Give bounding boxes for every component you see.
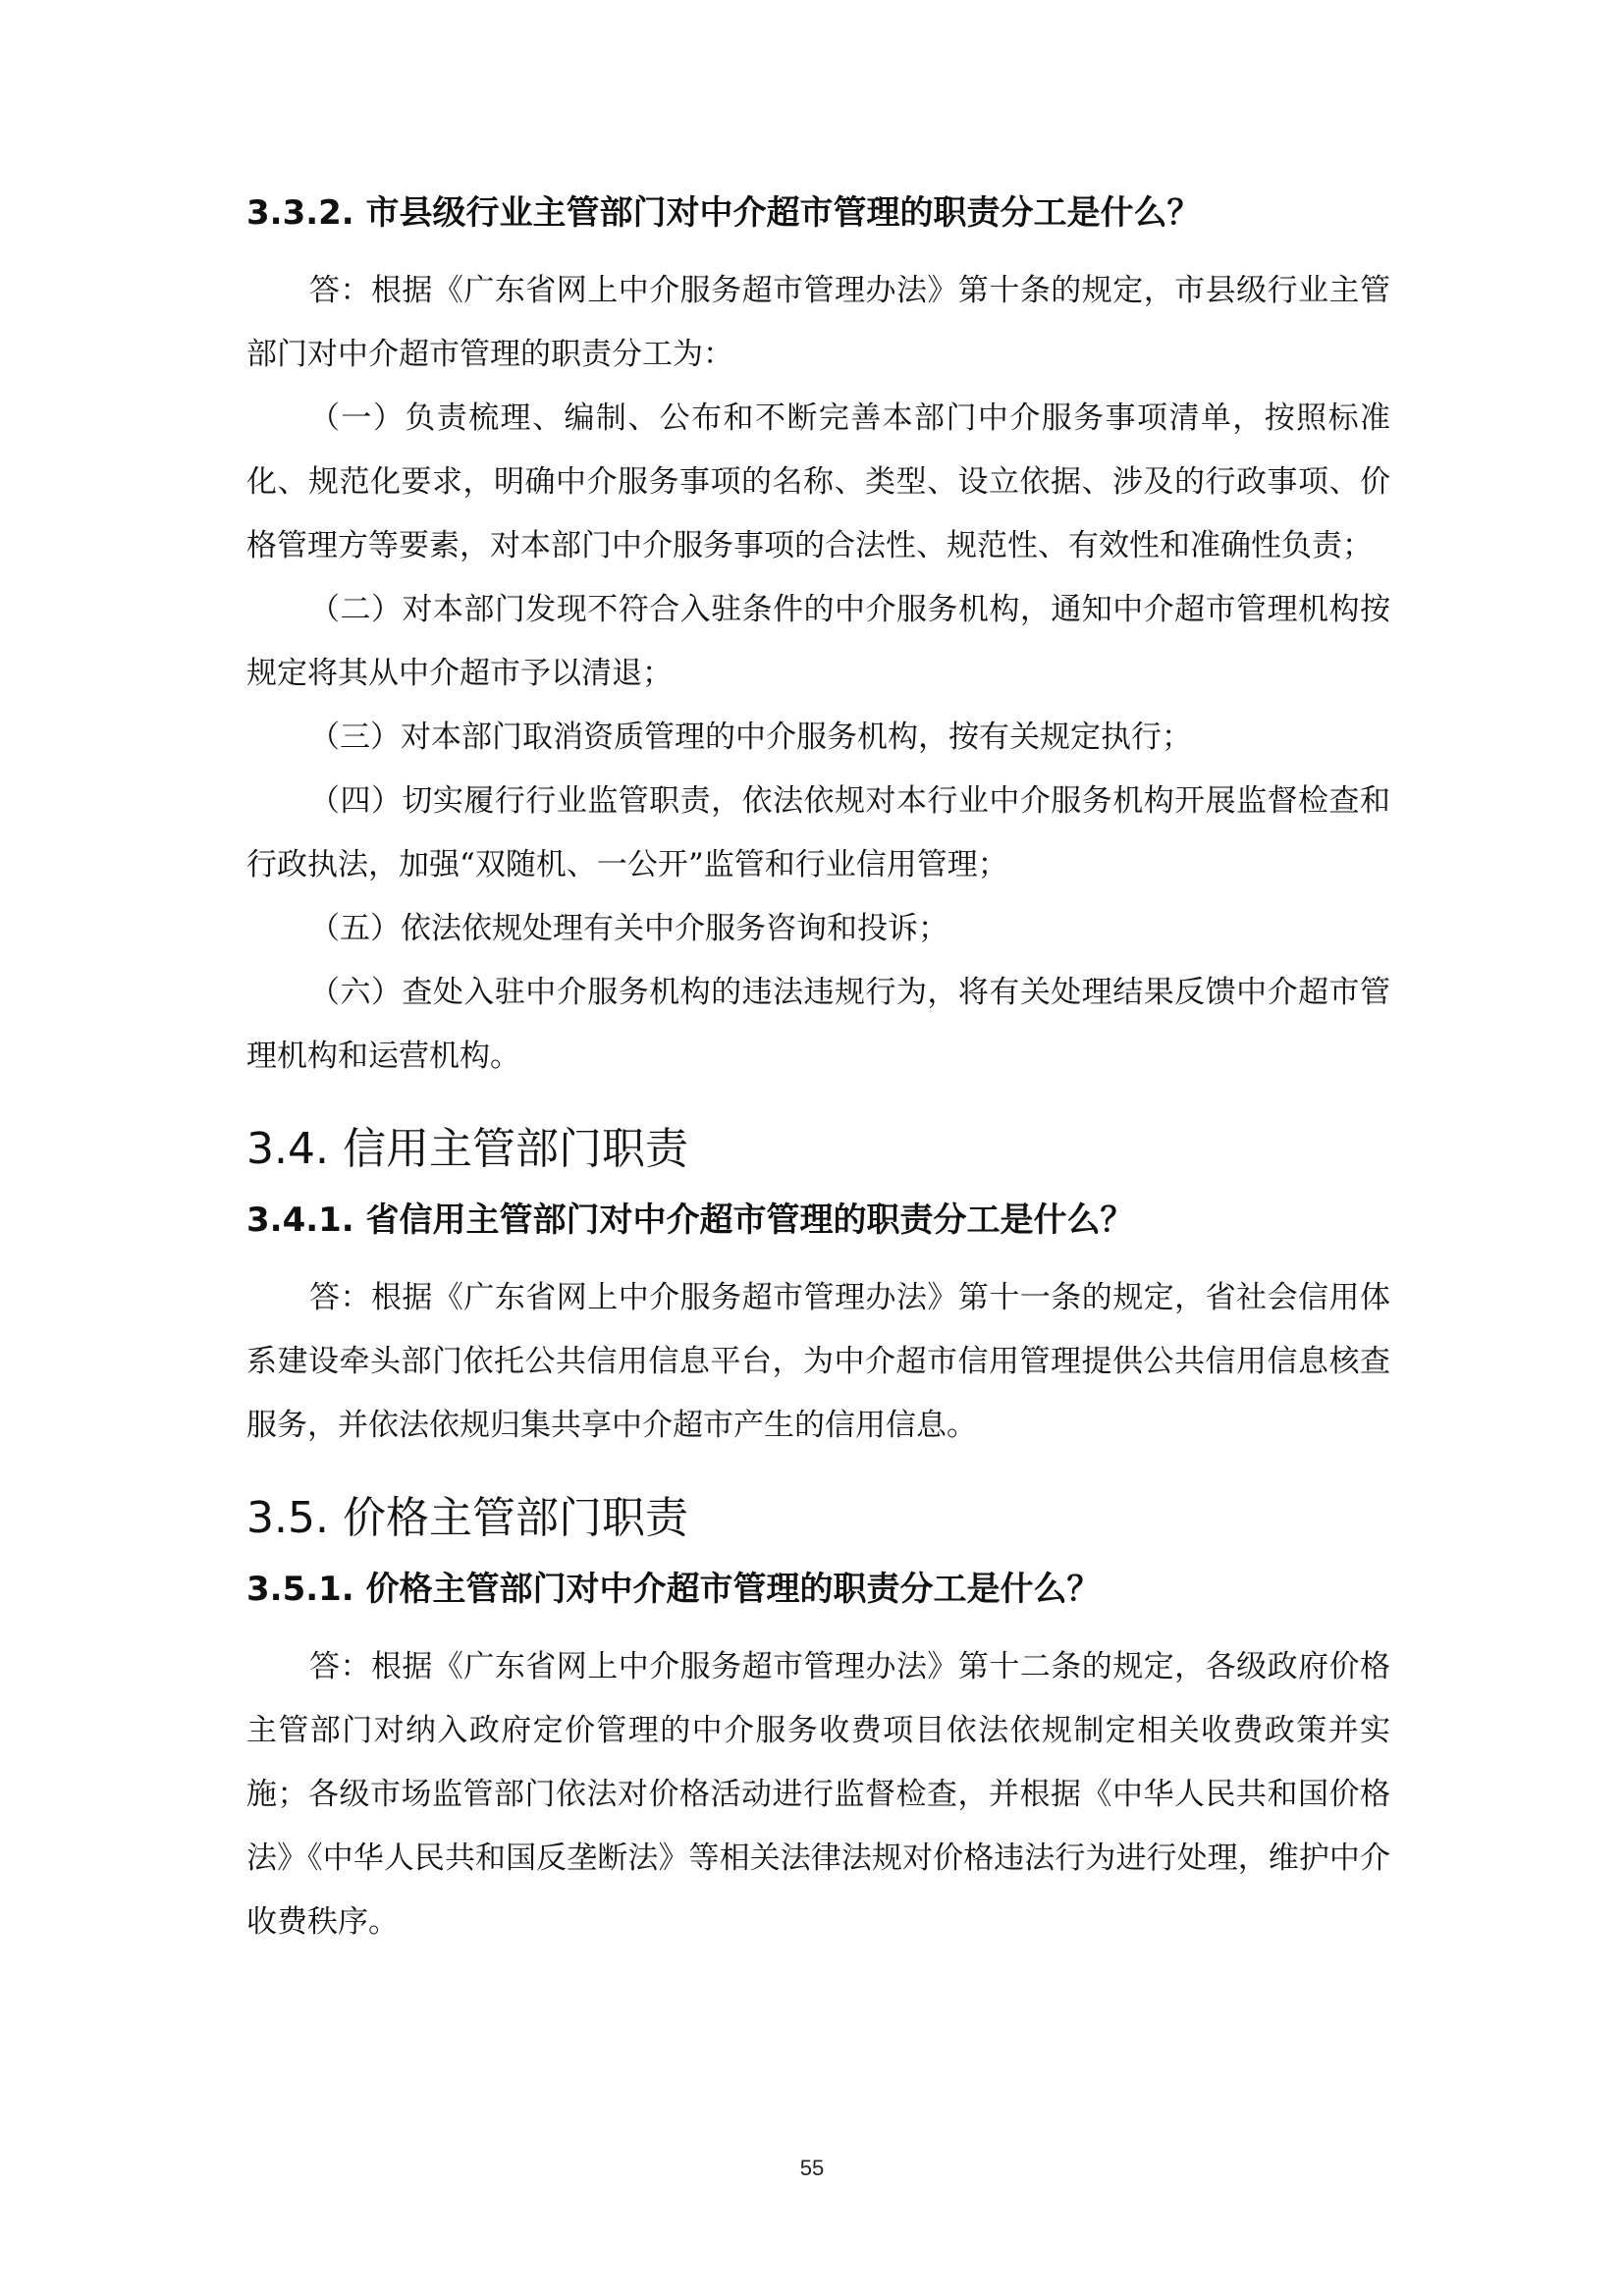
page-content: [246, 191, 1390, 1954]
paragraph-item-4: （四）切实履行行业监管职责，依法依规对本行业中介服务机构开展监督检查和行政执法，加强“双随机、一公开”监管和行业信用管理；: [246, 783, 1390, 882]
paragraph-3-5-1: 答：根据《广东省网上中介服务超市管理办法》第十二条的规定，各级政府价格主管部门对纳入政府定价管理的中介服务收费项目依法依规制定相关收费政策并实施；各级市场监管部门依法对价格活动进行监督检查，并根据《中华人民共和国价格法》《中华人民共和国反垄断法》等相关法律法规对价格违法行为进行处理，维护中介收费秩序。: [246, 1649, 1390, 1940]
page-number: 55: [799, 2156, 825, 2180]
heading-3-5-1: 3.5.1. 价格主管部门对中介超市管理的职责分工是什么？: [246, 1570, 1101, 1609]
heading-3-5: 3.5. 价格主管部门职责: [246, 1493, 688, 1543]
paragraph-item-1: （一）负责梳理、编制、公布和不断完善本部门中介服务事项清单，按照标准化、规范化要求，明确中介服务事项的名称、类型、设立依据、涉及的行政事项、价格管理方等要素，对本部门中介服务事项的合法性、规范性、有效性和准确性负责；: [246, 400, 1390, 563]
paragraph-3-4-1: 答：根据《广东省网上中介服务超市管理办法》第十一条的规定，省社会信用体系建设牵头部门依托公共信用信息平台，为中介超市信用管理提供公共信用信息核查服务，并依法依规归集共享中介超市产生的信用信息。: [246, 1280, 1390, 1443]
paragraph-item-6: （六）查处入驻中介服务机构的违法违规行为，将有关处理结果反馈中介超市管理机构和运营机构。: [246, 975, 1390, 1074]
paragraph-item-2: （二）对本部门发现不符合入驻条件的中介服务机构，通知中介超市管理机构按规定将其从中介超市予以清退；: [246, 592, 1390, 691]
paragraph-item-5: （五）依法依规处理有关中介服务咨询和投诉；: [309, 911, 948, 946]
heading-3-4-1: 3.4.1. 省信用主管部门对中介超市管理的职责分工是什么？: [246, 1201, 1134, 1240]
paragraph-item-3: （三）对本部门取消资质管理的中介服务机构，按有关规定执行；: [309, 720, 1192, 755]
heading-3-3-2: 3.3.2. 市县级行业主管部门对中介超市管理的职责分工是什么？: [246, 193, 1201, 233]
paragraph-3-3-2-intro: 答：根据《广东省网上中介服务超市管理办法》第十条的规定，市县级行业主管部门对中介超市管理的职责分工为：: [246, 273, 1390, 372]
heading-3-4: 3.4. 信用主管部门职责: [246, 1124, 688, 1174]
